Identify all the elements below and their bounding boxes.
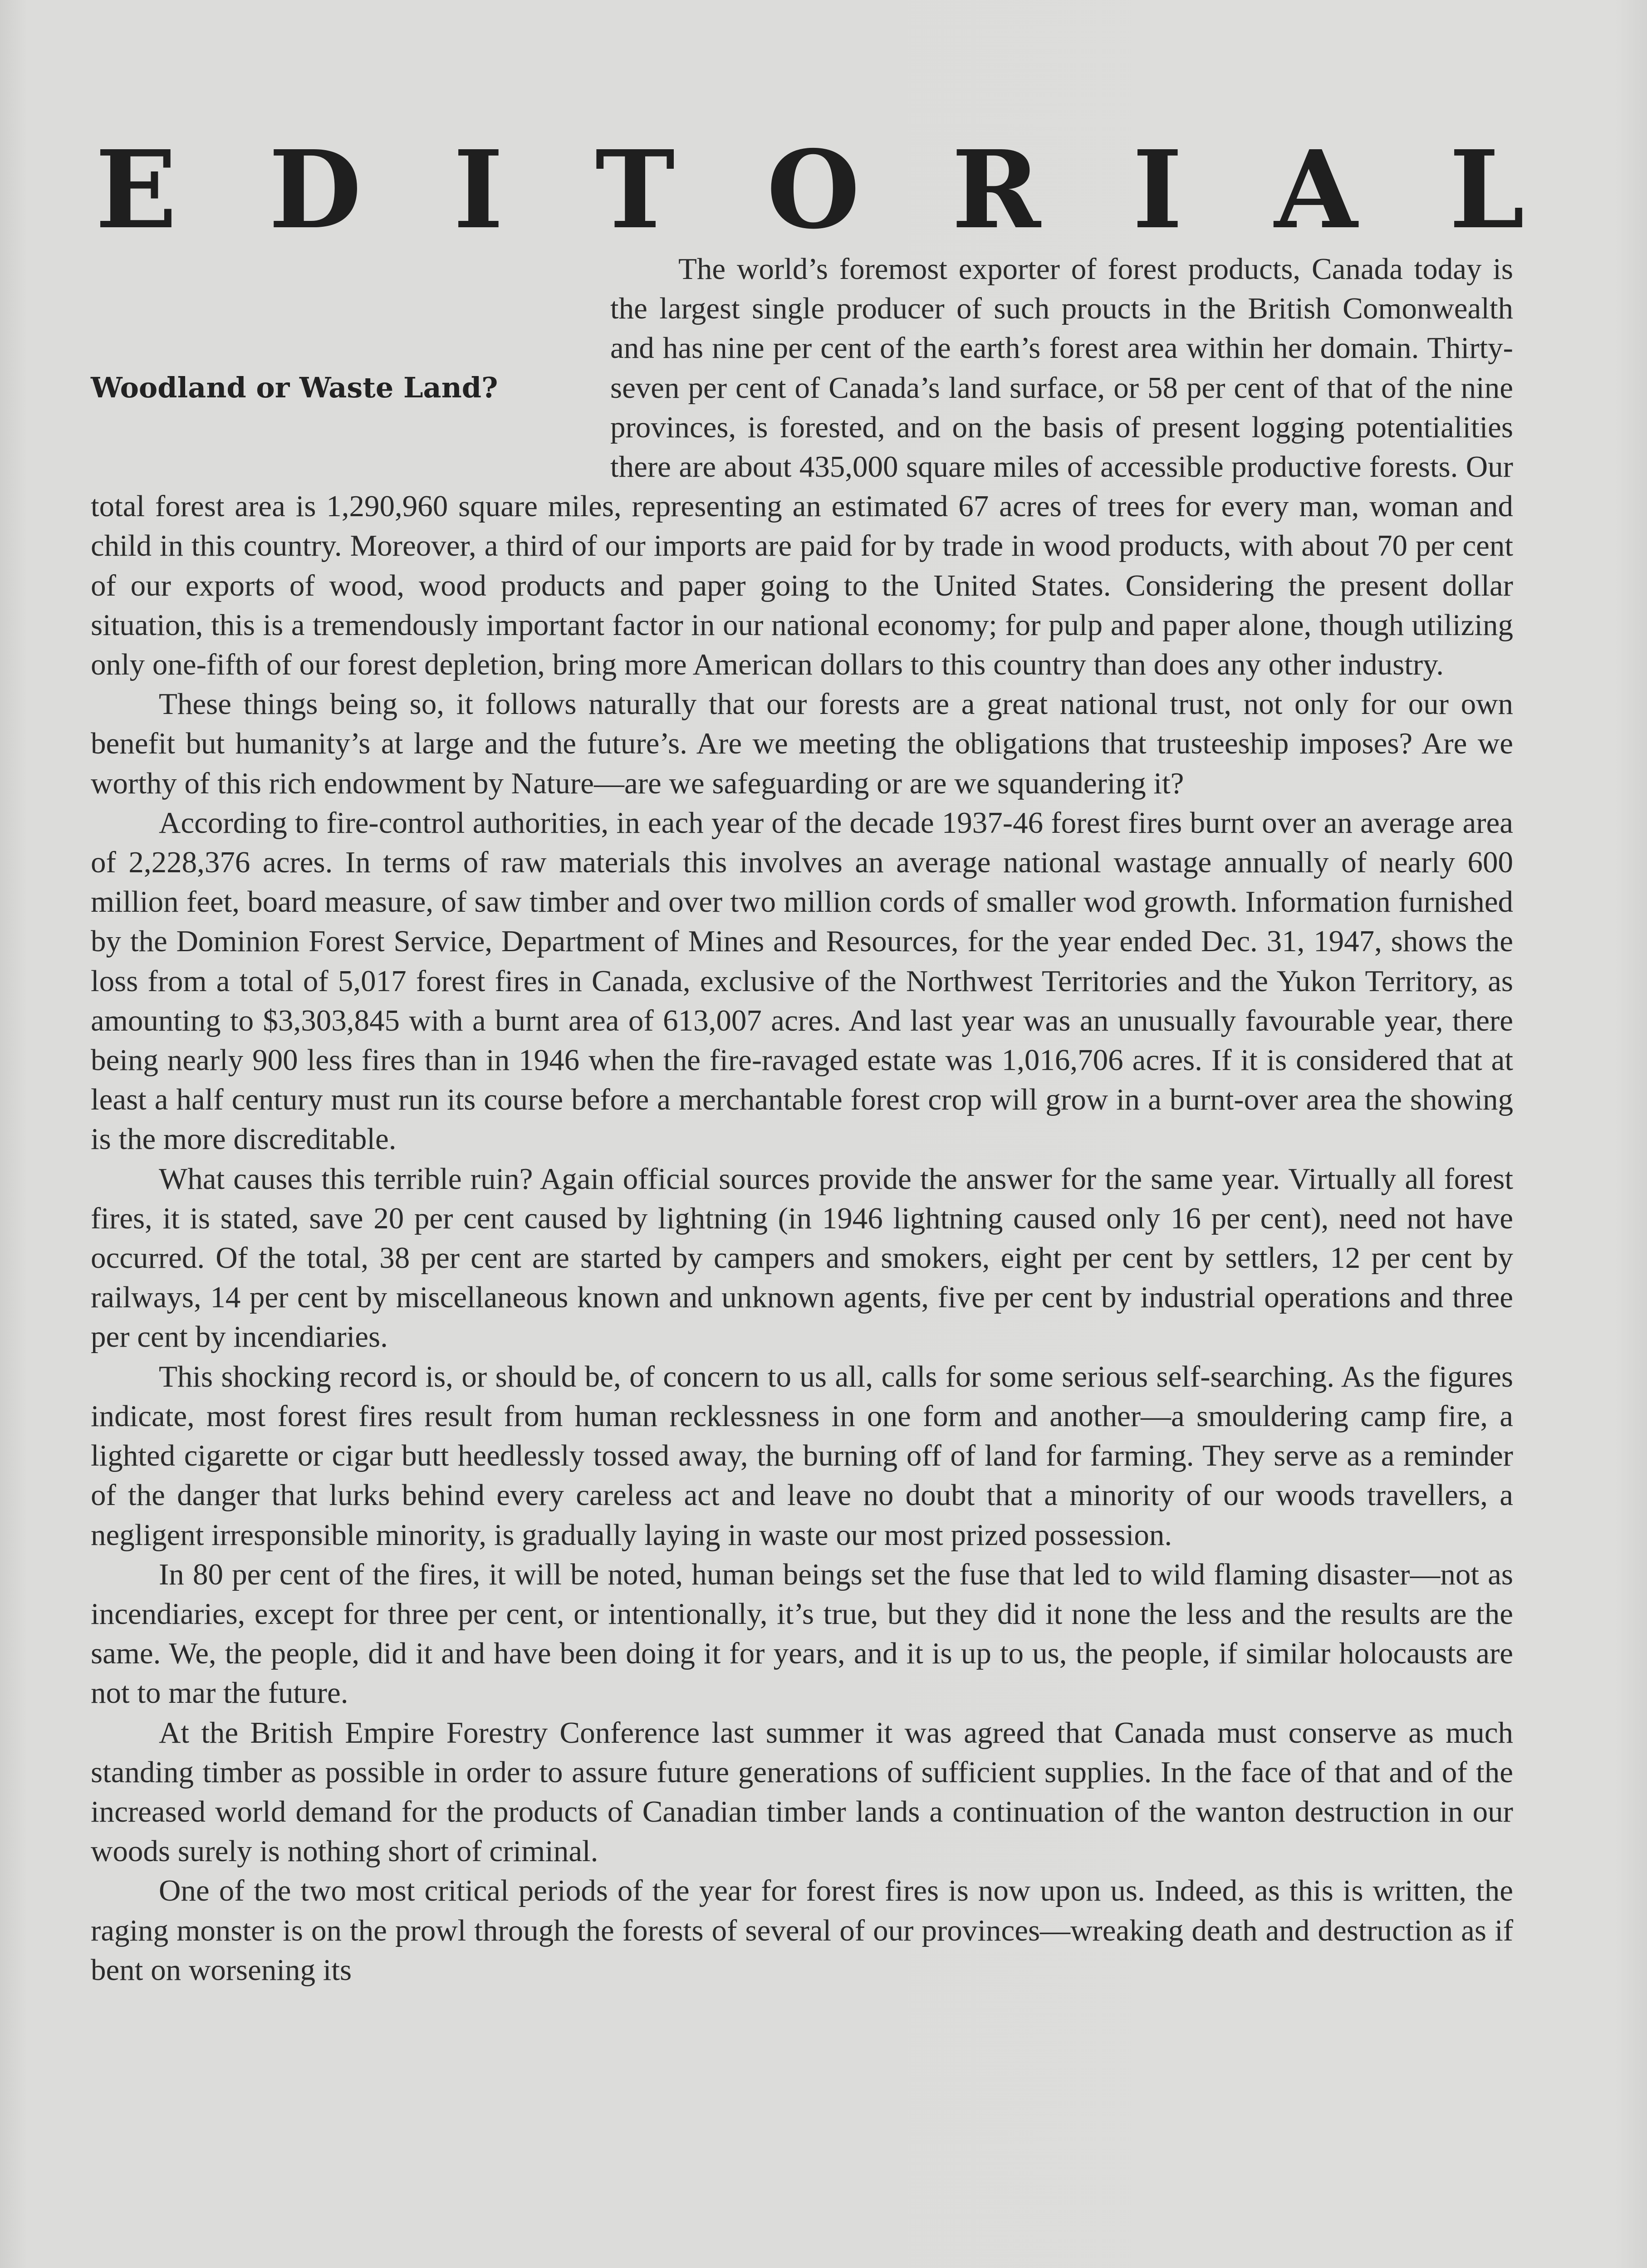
paragraph-7: At the British Empire Forestry Conference last summer it was agreed that Canada must conserve as much standing timber as possible in order to assure future generations of sufficient supplies. In the face of that and of the increased world demand for the products of Canadian timber lands a continuation of the wanton destruction in our woods surely is nothing short of criminal. — [91, 1716, 1513, 1868]
heading-letter: I — [453, 127, 504, 253]
paragraph-4: What causes this terrible ruin? Again official sources provide the answer for the same year. Virtually all forest fires, it is stated, save 20 per cent caused by lightning (in 1946 lightning caused only 16 per cent), need not have occurred. Of the total, 38 per cent are started by campers and smokers, eight per cent by settlers, 12 per cent by railways, 14 per cent by miscellaneous known and unknown agents, five per cent by industrial operations and three per cent by incendiaries. — [91, 1162, 1513, 1354]
paragraph-5: This shocking record is, or should be, of concern to us all, calls for some serious self-searching. As the figures indicate, most forest fires result from human recklessness in one form and another—a smouldering camp fire, a lighted cigarette or cigar butt heedlessly tossed away, the burning off of land for farming. They serve as a reminder of the danger that lurks behind every careless act and leave no doubt that a minority of our woods travellers, a negligent irresponsible minority, is gradually laying in waste our most prized possession. — [91, 1359, 1513, 1552]
editorial-heading — [95, 127, 1524, 253]
heading-letter: D — [269, 127, 362, 253]
heading-letter: A — [1274, 127, 1358, 253]
paragraph-8: One of the two most critical periods of the year for forest fires is now upon us. Indeed, as this is written, the raging monster is on the prowl through the forests of several of our provinces—wreaking death and destruction as if bent on worsening its — [91, 1874, 1513, 1987]
heading-letter: T — [595, 127, 675, 253]
side-heading-text: Woodland or Waste Land? — [91, 371, 498, 404]
paragraph-1: The world’s foremost exporter of forest products, Canada today is the largest single producer of such proucts in the British Comonwealth and has nine per cent of the earth’s forest area within her domain. Thirty-seven per cent of Canada’s land surface, or 58 per cent of that of the nine provinces, is forested, and on the basis of present logging potentialities there are about 435,000 square miles of accessible productive forests. Our total forest area is 1,290,960 square miles, representing an estimated 67 acres of trees for every man, woman and child in this country. Moreover, a third of our imports are paid for by trade in wood products, with about 70 per cent of our exports of wood, wood products and paper going to the United States. Considering the present dollar situation, this is a tremendously important factor in our national economy; for pulp and paper alone, though utilizing only one-fifth of our forest depletion, bring more American dollars to this country than does any other industry. — [91, 252, 1513, 682]
heading-letter: R — [951, 127, 1041, 253]
heading-letter: E — [95, 127, 177, 253]
side-heading — [91, 328, 597, 486]
heading-letter: O — [766, 127, 860, 253]
paragraph-6: In 80 per cent of the fires, it will be noted, human beings set the fuse that led to wild flaming disaster—not as incendiaries, except for three per cent, or intentionally, it’s true, but they did it none the less and the results are the same. We, the people, did it and have been doing it for years, and it is up to us, the people, if similar holocausts are not to mar the future. — [91, 1557, 1513, 1710]
article-body — [91, 249, 1513, 1990]
heading-letter: I — [1132, 127, 1183, 253]
heading-letter: L — [1449, 127, 1524, 253]
paragraph-3: According to fire-control authorities, in each year of the decade 1937-46 forest fires burnt over an average area of 2,228,376 acres. In terms of raw materials this involves an average national wastage annually of nearly 600 million feet, board measure, of saw timber and over two million cords of smaller wod growth. Information furnished by the Dominion Forest Service, Department of Mines and Resources, for the year ended Dec. 31, 1947, shows the loss from a total of 5,017 forest fires in Canada, exclusive of the Northwest Territories and the Yukon Territory, as amounting to $3,303,845 with a burnt area of 613,007 acres. And last year was an unusually favourable year, there being nearly 900 less fires than in 1946 when the fire-ravaged estate was 1,016,706 acres. If it is considered that at least a half century must run its course before a merchantable forest crop will grow in a burnt-over area the showing is the more discreditable. — [91, 806, 1513, 1156]
paragraph-2: These things being so, it follows naturally that our forests are a great national trust, not only for our own benefit but humanity’s at large and the future’s. Are we meeting the obligations that trusteeship imposes? Are we worthy of this rich endowment by Nature—are we safeguarding or are we squandering it? — [91, 687, 1513, 800]
